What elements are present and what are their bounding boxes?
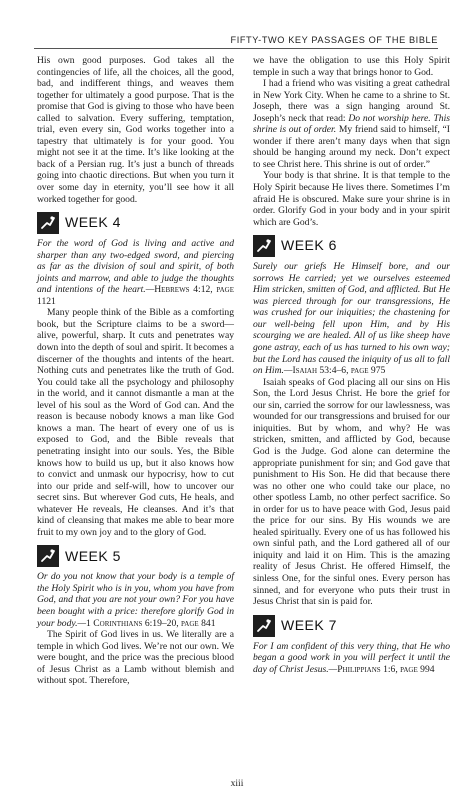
week-7-reference: Philippians 1:6, page 994 — [337, 663, 435, 675]
left-column — [37, 55, 234, 687]
week-5-label: WEEK 5 — [65, 547, 121, 564]
week-6-commentary: Isaiah speaks of God placing all our sins on His Son, the Lord Jesus Christ. He bore the grief for our sin, carried the sorrow for our lawlessness, was wounded for our transgressions and bruised for our iniquities. But by whom, and why? He was stricken, smitten, and afflicted by God, because God is the Judge. God alone can determine the appropriate punishment for sin; and God gave that punishment to His Son. He did that because there was no other one who could take our place, no other spotless Lamb, no other perfect sacrifice. So in order for us to have peace with God, Jesus paid the price for our sins. By His wounds we are healed spiritually. Every one of us has followed his own sinful path, and the Lord gathered all of our iniquity and laid it on Him. This is the amazing reality of Jesus Christ. He offered Himself, the sinless One, for the sinful ones. Every person has sinned, and for everyone who puts their trust in Jesus Christ that sin is paid for. — [253, 376, 450, 608]
leaping-figure-icon — [37, 212, 59, 234]
anecdote-text: I had a friend who was visiting a great cathedral in New York City. When he came to a shrine to St. Joseph, there was a sign hanging around St. Joseph’s neck that read: — [253, 78, 450, 124]
week-5-verse: Or do you not know that your body is a temple of the Holy Spirit who is in you, whom you have from God, and that you are not your own? For you have been bought with a price: therefore glorify God in your body.— — [37, 571, 234, 629]
week-5-scripture — [37, 571, 234, 629]
leaping-figure-icon — [253, 615, 275, 637]
week-7-label: WEEK 7 — [281, 616, 337, 633]
week-7-scripture — [253, 641, 450, 676]
leaping-figure-icon — [253, 235, 275, 257]
page-number: xiii — [230, 778, 244, 789]
week-7-heading — [253, 615, 450, 637]
week-6-reference: Isaiah 53:4–6, page 975 — [292, 365, 386, 377]
intro-paragraph: His own good purposes. God takes all the contingencies of life, all the choices, all the good, bad, and indifferent things, and weaves them together for ultimately a good purpose. That is the promise that God is giving to those who have been called to salvation. Every suffering, temptation, trial, even every sin, God works together into a tapestry that ultimately is for your good. You might not see it at the time. It’s like looking at the back of a Persian rug. It’s just a bunch of threads going into chaotic directions. But when you turn it over some day in eternity, you’ll see how it all worked together for good. — [37, 55, 234, 205]
week-4-verse: For the word of God is living and active and sharper than any two-edged sword, and piercing as far as the division of soul and spirit, of both joints and marrow, and able to judge the thoughts and intentions of the heart.— — [37, 238, 234, 296]
week-5-heading — [37, 545, 234, 567]
week-6-label: WEEK 6 — [281, 237, 337, 254]
leaping-figure-icon — [37, 545, 59, 567]
week-4-reference: Hebrews 4:12, page 1121 — [37, 284, 234, 307]
anecdote-sign-text: Do not worship here. This shrine is out of order. — [253, 112, 450, 136]
anecdote-ending: My friend said to himself, “I wonder if there aren’t many days when that sign should be hanging around my neck. Don’t expect to see Christ here. This shrine is out of order.” — [253, 124, 451, 170]
week-6-verse: Surely our griefs He Himself bore, and our sorrows He carried; yet we ourselves esteemed Him stricken, smitten of God, and afflicted. But He was pierced through for our transgressions, He was crushed for our iniquities; the chastening for our well-being fell upon Him, and by His scourging we are healed. All of us like sheep have gone astray, each of us has turned to his own way; but the Lord has caused the iniquity of us all to fall on Him.— — [253, 261, 450, 377]
week-4-label: WEEK 4 — [65, 214, 121, 231]
week-4-commentary: Many people think of the Bible as a comforting book, but the Scripture claims to be a sword—alive, powerful, sharp. It cuts and penetrates way down into the depth of soul and spirit. It becomes a discerner of the thoughts and intents of the heart. Nothing cuts and penetrates like the truth of God. You could take all the psychology and philosophy in the world, and it cannot dismantle a man at the level of his soul as the Word of God can. And the reason is because nobody knows a man like God knows a man. The heart of every one of us is exposed to God, and the Bible reveals that penetrating insight into our souls. Yes, the Bible knows how to build us up, but it also knows how to convict and unmask our hypocrisy, how to cut into our pride and self-will, how to uncover our secret sins. But wherever God cuts, He heals, and whatever He reveals, He cleanses. And it’s that kind of cleansing that makes me able to bear more fruit to my own joy and to the glory of God. — [37, 307, 234, 538]
anecdote-paragraph — [253, 78, 450, 170]
right-column — [253, 55, 450, 675]
running-head: FIFTY-TWO KEY PASSAGES OF THE BIBLE — [230, 35, 438, 45]
week-6-heading — [253, 235, 450, 257]
week-4-heading — [37, 212, 234, 234]
closing-paragraph: Your body is that shrine. It is that temple to the Holy Spirit because He lives there. Sometimes I’m afraid He is obscured. Make sure your shrine is in order. Glorify God in your body and in your spirit which are God’s. — [253, 170, 450, 228]
continuation-paragraph: we have the obligation to use this Holy Spirit temple in such a way that brings honor to God. — [253, 55, 450, 78]
week-5-reference: 1 Corinthians 6:19–20, page 841 — [86, 617, 216, 629]
week-4-scripture — [37, 238, 234, 307]
week-6-scripture — [253, 261, 450, 376]
header-rule — [34, 48, 438, 49]
week-7-verse: For I am confident of this very thing, that He who began a good work in you will perfect it until the day of Christ Jesus.— — [253, 640, 450, 675]
week-5-commentary: The Spirit of God lives in us. We literally are a temple in which God lives. We’re not our own. We were bought, and the price was the precious blood of Jesus Christ as a Lamb without blemish and without spot. Therefore, — [37, 629, 234, 687]
